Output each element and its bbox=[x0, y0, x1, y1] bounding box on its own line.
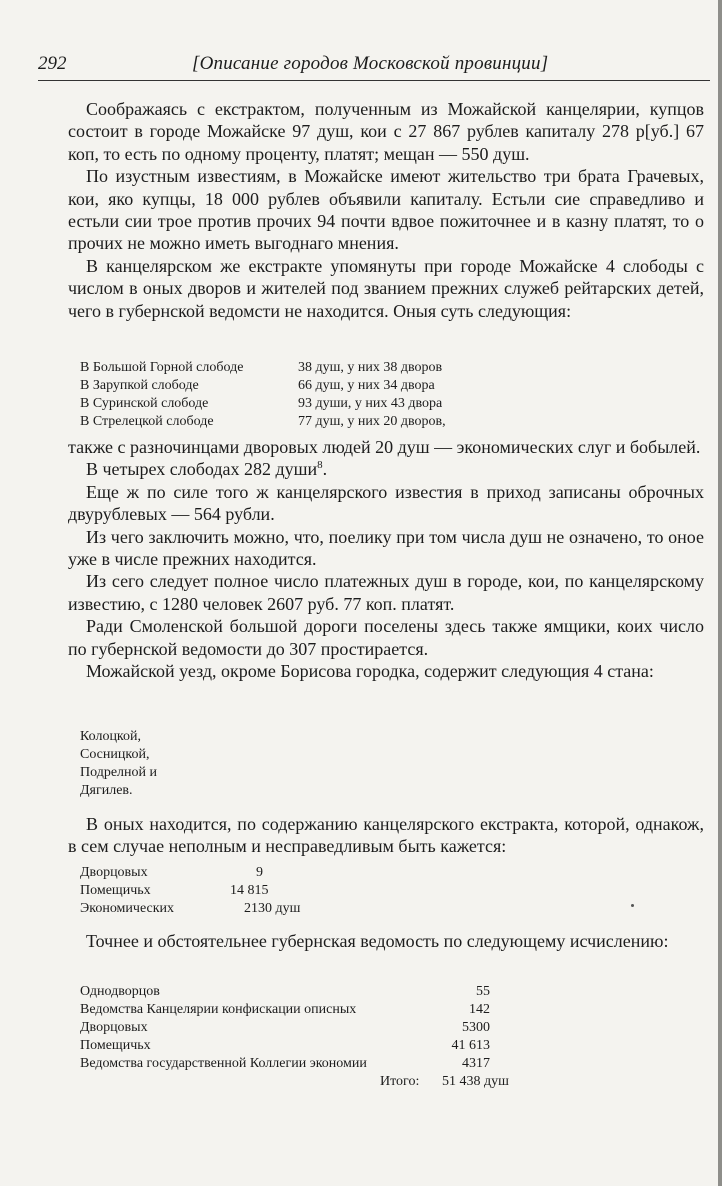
paragraph: Можайской уезд, окроме Борисова городка, содержит следующия 4 стана: bbox=[86, 661, 654, 682]
table-cell-name: Дворцовых bbox=[80, 1020, 148, 1035]
table-row bbox=[80, 1037, 530, 1055]
table-row bbox=[80, 882, 380, 900]
page-number: 292 bbox=[38, 53, 67, 74]
table-cell-name: Однодворцов bbox=[80, 984, 160, 999]
table-cell-value: 38 душ, у них 38 дворов bbox=[298, 360, 443, 375]
paragraph: В канцелярском же екстракте упомянуты при городе Можайске 4 слободы с числом в оных дворов и жителей под званием прежних служеб рейтарских детей, чего в губернской ведомсти не находится. Оныя суть следующия: bbox=[68, 255, 704, 321]
running-title: [Описание городов Московской провинции] bbox=[192, 53, 549, 74]
paragraph: По изустным известиям, в Можайске имеют жительство три брата Грачевых, кои, яко купцы, 18 000 рублев объявили капиталу. Естьли сие справедливо и естьли сии трое против прочих 94 почти вдвое пожиточнее и в казну платят, то о прочих не можно иметь выгоднаго мнения. bbox=[68, 166, 704, 254]
text-block-4 bbox=[68, 930, 704, 952]
total-label: Итого: bbox=[380, 1074, 420, 1089]
list-item: Сосницкой, bbox=[80, 747, 150, 762]
table-row bbox=[80, 1055, 530, 1073]
table-row bbox=[80, 377, 520, 395]
total-value: 51 438 душ bbox=[442, 1074, 509, 1089]
speck bbox=[631, 904, 634, 907]
list-item: Колоцкой, bbox=[80, 729, 142, 744]
paragraph-end: . bbox=[322, 459, 328, 480]
table-cell-value: 5300 bbox=[462, 1020, 490, 1035]
page-edge-shadow bbox=[718, 0, 722, 1186]
text-block-3 bbox=[68, 813, 704, 858]
table-cell-name: В Большой Горной слободе bbox=[80, 360, 244, 375]
table-cell-value: 77 душ, у них 20 дворов, bbox=[298, 414, 446, 429]
table-cell-value: 2130 душ bbox=[244, 901, 301, 916]
table-row bbox=[80, 1001, 530, 1019]
table-row bbox=[80, 395, 520, 413]
table-cell-name: Ведомства государственной Коллегии экономии bbox=[80, 1056, 367, 1071]
table-cell-name: Дворцовых bbox=[80, 865, 148, 880]
paragraph: Из сего следует полное число платежных душ в городе, кои, по канцелярскому известию, с 1280 человек 2607 руб. 77 коп. платят. bbox=[68, 571, 704, 614]
paragraph bbox=[68, 458, 704, 480]
table-cell-value: 142 bbox=[469, 1002, 490, 1017]
paragraph: Из чего заключить можно, что, поелику при том числа душ не означено, то оное уже в числе прежних находится. bbox=[68, 526, 704, 570]
table-cell-name: В Суринской слободе bbox=[80, 396, 209, 411]
list-item: Дягилев. bbox=[80, 783, 133, 798]
paragraph-text: В четырех слободах 282 души bbox=[86, 459, 318, 480]
table-row bbox=[80, 359, 520, 377]
gubern-table bbox=[80, 983, 530, 1091]
table-cell-name: В Стрелецкой слободе bbox=[80, 414, 214, 429]
running-head bbox=[38, 52, 686, 76]
table-cell-name: Ведомства Канцелярии конфискации описных bbox=[80, 1002, 357, 1017]
table-row bbox=[80, 864, 380, 882]
table-cell-name: Помещичьх bbox=[80, 1038, 151, 1053]
paragraph: Еще ж по силе того ж канцелярского известия в приход записаны оброчных двурублевых — 564 рубли. bbox=[68, 481, 704, 525]
header-rule bbox=[38, 80, 710, 81]
paragraph: Соображаясь с екстрактом, полученным из Можайской канцелярии, купцов состоит в городе Можайске 97 душ, кои с 27 867 рублев капиталу 278 р[уб.] 67 коп, то есть по одному проценту, платят; мещан — 550 душ. bbox=[68, 99, 704, 164]
table-cell-value: 93 души, у них 43 двора bbox=[298, 396, 443, 411]
table-row bbox=[80, 413, 520, 431]
text-block-1 bbox=[68, 98, 704, 322]
stany-list bbox=[80, 728, 280, 800]
list-item: Подрелной и bbox=[80, 765, 158, 780]
table-cell-name: Экономических bbox=[80, 901, 175, 916]
slobody-table bbox=[80, 359, 520, 431]
table-cell-value: 66 душ, у них 34 двора bbox=[298, 378, 435, 393]
text-block-2 bbox=[68, 436, 704, 682]
table-cell-name: В Зарупкой слободе bbox=[80, 378, 199, 393]
table-row bbox=[80, 900, 380, 918]
table-cell-value: 4317 bbox=[462, 1056, 490, 1071]
table-row bbox=[80, 983, 530, 1001]
table-cell-value: 41 613 bbox=[451, 1038, 490, 1053]
paragraph: также с разночинцами дворовых людей 20 душ — экономических слуг и бобылей. bbox=[68, 437, 701, 457]
table-cell-value: 55 bbox=[476, 984, 490, 999]
table-row bbox=[80, 1019, 530, 1037]
footnote-marker[interactable]: 8 bbox=[317, 459, 323, 472]
paragraph: В оных находится, по содержанию канцелярского екстракта, которой, однакож, в сем случае неполным и несправедливым быть кажется: bbox=[68, 814, 704, 857]
extract-table bbox=[80, 864, 380, 918]
table-cell-value: 14 815 bbox=[230, 883, 269, 898]
paragraph: Ради Смоленской большой дороги поселены здесь также ямщики, коих число по губернской ведомости до 307 простирается. bbox=[68, 616, 704, 659]
table-cell-value: 9 bbox=[256, 865, 263, 880]
table-cell-name: Помещичьх bbox=[80, 883, 151, 898]
paragraph: Точнее и обстоятельнее губернская ведомость по следующему исчислению: bbox=[86, 931, 669, 951]
table-total-row bbox=[80, 1073, 530, 1091]
